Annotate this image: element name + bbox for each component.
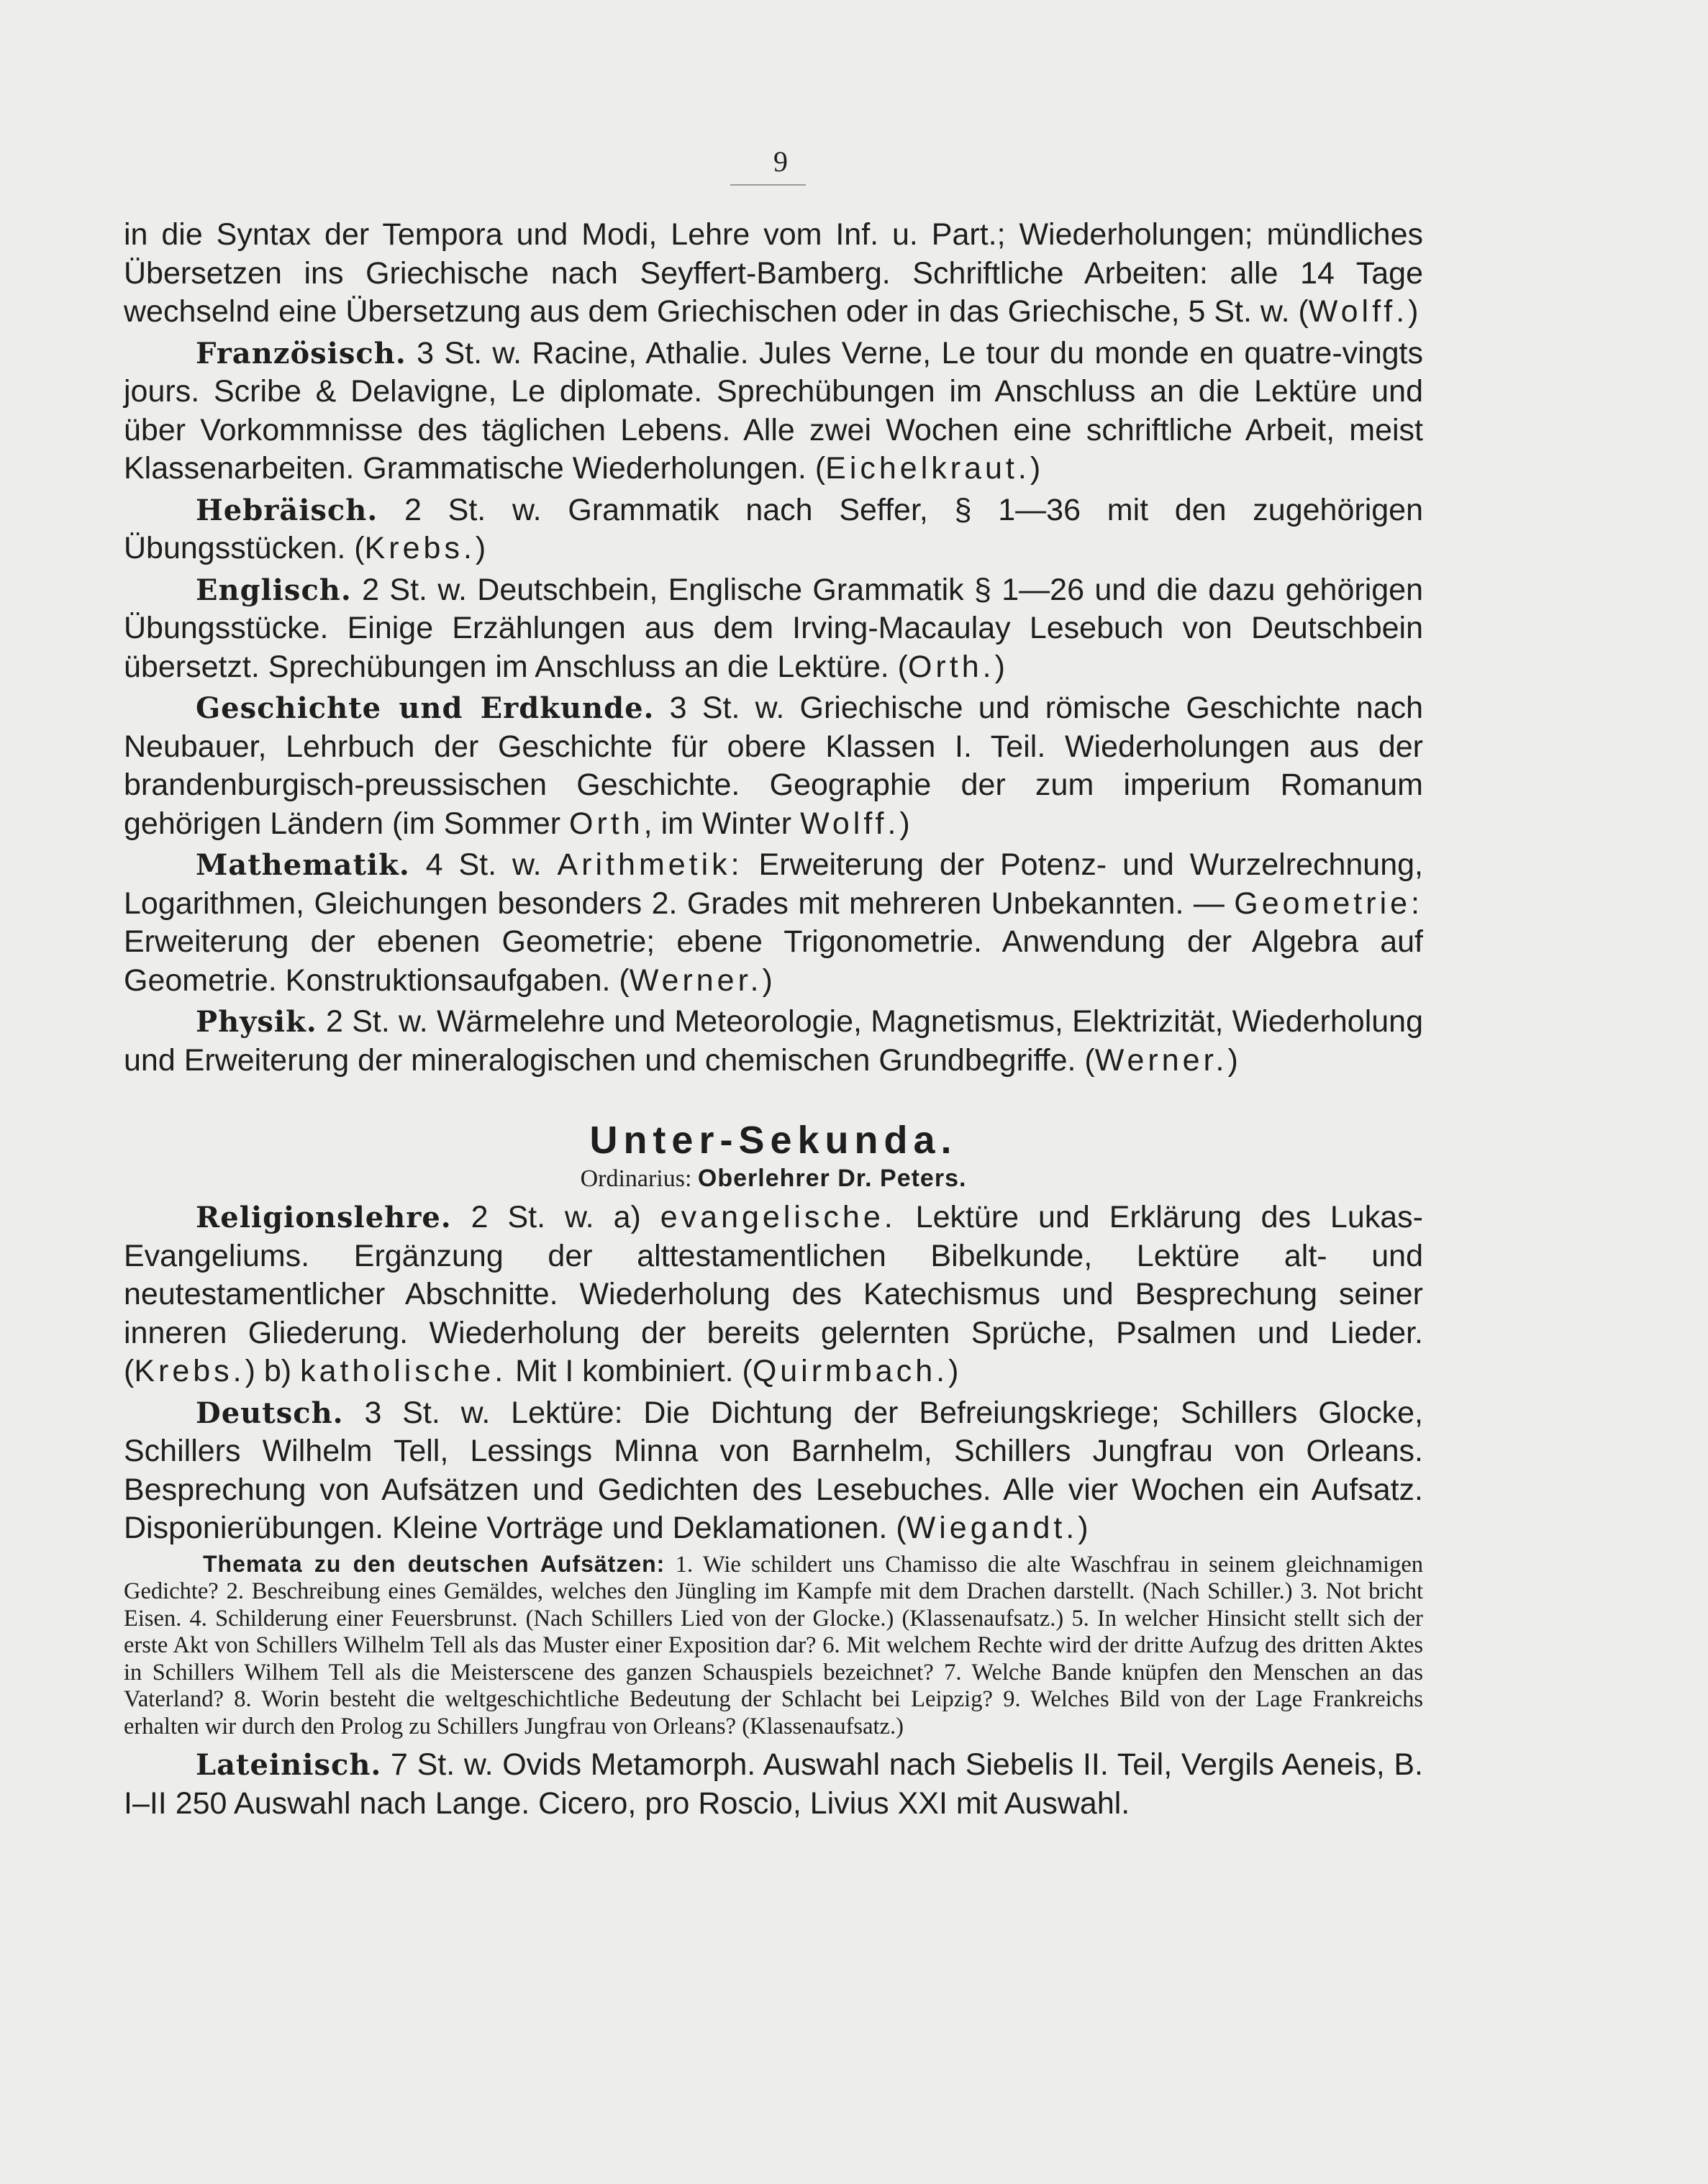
teacher-name: Wolff.	[800, 806, 900, 841]
subject-heading: Lateinisch.	[196, 1748, 382, 1782]
subject-heading: Hebräisch.	[196, 493, 378, 527]
ordinarius-name: Oberlehrer Dr. Peters.	[697, 1165, 967, 1192]
ordinarius-line	[124, 1163, 1423, 1194]
subject-heading: Geschichte und Erdkunde.	[196, 691, 655, 725]
subject-heading: Deutsch.	[196, 1396, 344, 1430]
page-number-rule	[730, 184, 806, 186]
paragraph-mathematik: Mathematik. 4 St. w. Arithmetik: Erweiterung der Potenz- und Wurzelrechnung, Logarithmen, Gleichungen besonders 2. Grades mit mehreren Unbekannten. — Geometrie: Erweiterung der ebenen Geometrie; ebene Trigonometrie. Anwendung der Algebra auf Geometrie. Konstruktionsaufgaben. (Werner.)	[124, 847, 1423, 998]
subject-heading: Religionslehre.	[196, 1201, 452, 1234]
subject-heading: Französisch.	[196, 336, 406, 370]
paragraph-lateinisch: Lateinisch. 7 St. w. Ovids Metamorph. Auswahl nach Siebelis II. Teil, Vergils Aeneis, B. I–II 250 Auswahl nach Lange. Cicero, pro Roscio, Livius XXI mit Auswahl.	[124, 1747, 1423, 1821]
paragraph-deutsch: Deutsch. 3 St. w. Lektüre: Die Dichtung der Befreiungskriege; Schillers Glocke, Schillers Wilhelm Tell, Lessings Minna von Barnhelm, Schillers Jungfrau von Orleans. Besprechung von Aufsätzen und Gedichten des Lesebuches. Alle vier Wochen ein Aufsatz. Disponierübungen. Kleine Vorträge und Deklamationen. (Wiegandt.)	[124, 1395, 1423, 1545]
paragraph-hebraeisch: Hebräisch. 2 St. w. Grammatik nach Seffer, § 1—36 mit den zugehörigen Übungsstücken. (Krebs.)	[124, 492, 1423, 565]
teacher-name: Eichelkraut.	[825, 451, 1030, 486]
teacher-name: Quirmbach.	[752, 1354, 949, 1388]
themata-heading: Themata zu den deutschen Aufsätzen:	[203, 1550, 666, 1577]
teacher-name: Wiegandt.	[906, 1511, 1078, 1545]
teacher-name: Werner.	[629, 963, 763, 998]
topic-label: Arithmetik:	[557, 847, 743, 882]
paragraph-franzoesisch: Französisch. 3 St. w. Racine, Athalie. Jules Verne, Le tour du monde en quatre-vingts jours. Scribe & Delavigne, Le diplomate. Sprechübungen im Anschluss an die Lektüre und über Vorkommnisse des täglichen Lebens. Alle zwei Wochen eine schriftliche Arbeit, meist Klassenarbeiten. Grammatische Wiederholungen. (Eichelkraut.)	[124, 335, 1423, 486]
teacher-name: Wolff.	[1308, 294, 1409, 329]
paragraph-geschichte: Geschichte und Erdkunde. 3 St. w. Griechische und römische Geschichte nach Neubauer, Lehrbuch der Geschichte für obere Klassen I. Teil. Wiederholungen aus der brandenburgisch-preussischen Geschichte. Geographie der zum imperium Romanum gehörigen Ländern (im Sommer Orth, im Winter Wolff.)	[124, 691, 1424, 841]
page-number: 9	[773, 145, 788, 178]
teacher-name: Werner.	[1094, 1042, 1228, 1078]
teacher-name: Orth.	[907, 649, 995, 684]
teacher-name: Krebs.	[134, 1354, 245, 1388]
themata-paragraph: Themata zu den deutschen Aufsätzen: 1. Wie schildert uns Chamisso die alte Waschfrau in seinem gleichnamigen Gedichte? 2. Beschreibung eines Gemäldes, welches den Jüngling im Kampfe mit dem Drachen darstellt. (Nach Schiller.) 3. Not bricht Eisen. 4. Schilderung einer Feuersbrunst. (Nach Schillers Lied von der Glocke.) (Klassenaufsatz.) 5. In welcher Hinsicht stellt sich der erste Akt von Schillers Wilhelm Tell als das Muster einer Exposition dar? 6. Mit welchem Rechte wird der dritte Aufzug des dritten Aktes in Schillers Wilhem Tell als die Meisterscene des ganzen Schauspiels bezeichnet? 7. Welche Bande knüpfen den Menschen an das Vaterland? 8. Worin besteht die weltgeschichtliche Bedeutung der Schlacht bei Leipzig? 9. Welches Bild von der Lage Frankreichs erhalten wir durch den Prolog zu Schillers Jungfrau von Orleans? (Klassenaufsatz.)	[124, 1550, 1423, 1739]
subject-heading: Physik.	[196, 1005, 317, 1039]
topic-label: Geometrie:	[1234, 886, 1423, 921]
paragraph-griechisch-continued: in die Syntax der Tempora und Modi, Lehre vom Inf. u. Part.; Wiederholungen; mündliches Übersetzen ins Griechische nach Seyffert-Bamberg. Schriftliche Arbeiten: alle 14 Tage wechselnd eine Übersetzung aus dem Griechischen oder in das Griechische, 5 St. w. (Wolff.)	[124, 217, 1423, 329]
subject-heading: Englisch.	[196, 573, 352, 607]
paragraph-religionslehre: Religionslehre. 2 St. w. a) evangelische. Lektüre und Erklärung des Lukas-Evangeliums. Ergänzung der alttestamentlichen Bibelkunde, Lektüre alt- und neutestamentlicher Abschnitte. Wiederholung des Katechismus und Besprechung seiner inneren Gliederung. Wiederholung der bereits gelernten Sprüche, Psalmen und Lieder. (Krebs.) b) katholische. Mit I kombiniert. (Quirmbach.)	[124, 1200, 1423, 1388]
paragraph-englisch: Englisch. 2 St. w. Deutschbein, Englische Grammatik § 1—26 und die dazu gehörigen Übungsstücke. Einige Erzählungen aus dem Irving-Macaulay Lesebuch von Deutschbein übersetzt. Sprechübungen im Anschluss an die Lektüre. (Orth.)	[124, 572, 1423, 684]
teacher-name: Krebs.	[364, 531, 476, 565]
paragraph-physik: Physik. 2 St. w. Wärmelehre und Meteorologie, Magnetismus, Elektrizität, Wiederholung und Erweiterung der mineralogischen und chemischen Grundbegriffe. (Werner.)	[124, 1004, 1423, 1078]
teacher-name: Orth	[569, 806, 644, 841]
section-title: Unter-Sekunda.	[589, 1119, 958, 1162]
body-text	[124, 216, 1423, 1826]
topic-label: evangelische.	[660, 1200, 896, 1234]
subject-heading: Mathematik.	[196, 848, 410, 882]
topic-label: katholische.	[300, 1354, 507, 1388]
ordinarius-label: Ordinarius:	[580, 1165, 692, 1192]
